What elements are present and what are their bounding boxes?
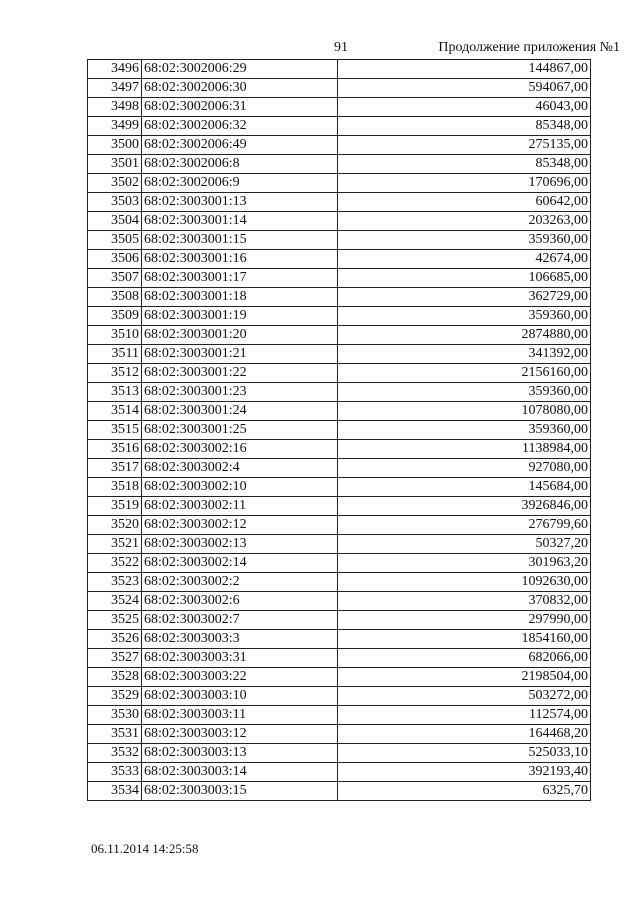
appendix-continuation-label: Продолжение приложения №1: [438, 40, 620, 55]
cadastral-number-cell: 68:02:3003001:13: [142, 193, 338, 212]
table-row: [88, 231, 591, 250]
cadastral-value-cell: 392193,40: [338, 763, 591, 782]
row-number-cell: 3531: [88, 725, 142, 744]
table-row: [88, 155, 591, 174]
cadastral-number-cell: 68:02:3003002:16: [142, 440, 338, 459]
row-number-cell: 3504: [88, 212, 142, 231]
cadastral-value-cell: 112574,00: [338, 706, 591, 725]
table-row: [88, 250, 591, 269]
cadastral-number-cell: 68:02:3003002:10: [142, 478, 338, 497]
cadastral-number-cell: 68:02:3003002:12: [142, 516, 338, 535]
row-number-cell: 3522: [88, 554, 142, 573]
row-number-cell: 3511: [88, 345, 142, 364]
row-number-cell: 3533: [88, 763, 142, 782]
cadastral-number-cell: 68:02:3003001:14: [142, 212, 338, 231]
table-row: [88, 649, 591, 668]
cadastral-number-cell: 68:02:3002006:32: [142, 117, 338, 136]
table-row: [88, 725, 591, 744]
table-row: [88, 288, 591, 307]
cadastral-number-cell: 68:02:3002006:30: [142, 79, 338, 98]
row-number-cell: 3501: [88, 155, 142, 174]
cadastral-value-cell: 46043,00: [338, 98, 591, 117]
table-row: [88, 497, 591, 516]
row-number-cell: 3523: [88, 573, 142, 592]
cadastral-value-cell: 164468,20: [338, 725, 591, 744]
table-body: [88, 60, 591, 801]
cadastral-number-cell: 68:02:3003003:14: [142, 763, 338, 782]
print-timestamp: 06.11.2014 14:25:58: [91, 841, 199, 856]
cadastral-value-cell: 359360,00: [338, 231, 591, 250]
row-number-cell: 3529: [88, 687, 142, 706]
row-number-cell: 3525: [88, 611, 142, 630]
table-row: [88, 79, 591, 98]
cadastral-value-cell: 341392,00: [338, 345, 591, 364]
table-row: [88, 402, 591, 421]
cadastral-number-cell: 68:02:3003003:10: [142, 687, 338, 706]
cadastral-value-cell: 927080,00: [338, 459, 591, 478]
cadastral-value-cell: 359360,00: [338, 383, 591, 402]
cadastral-number-cell: 68:02:3003001:23: [142, 383, 338, 402]
cadastral-number-cell: 68:02:3003001:19: [142, 307, 338, 326]
cadastral-value-cell: 2874880,00: [338, 326, 591, 345]
cadastral-value-cell: 503272,00: [338, 687, 591, 706]
cadastral-number-cell: 68:02:3002006:9: [142, 174, 338, 193]
row-number-cell: 3527: [88, 649, 142, 668]
table-row: [88, 516, 591, 535]
row-number-cell: 3521: [88, 535, 142, 554]
table-row: [88, 687, 591, 706]
row-number-cell: 3515: [88, 421, 142, 440]
table-row: [88, 421, 591, 440]
table-row: [88, 782, 591, 801]
cadastral-number-cell: 68:02:3003002:2: [142, 573, 338, 592]
cadastral-number-cell: 68:02:3003001:22: [142, 364, 338, 383]
table-row: [88, 573, 591, 592]
table-row: [88, 592, 591, 611]
row-number-cell: 3503: [88, 193, 142, 212]
row-number-cell: 3508: [88, 288, 142, 307]
cadastral-value-cell: 1138984,00: [338, 440, 591, 459]
table-row: [88, 478, 591, 497]
table-row: [88, 668, 591, 687]
cadastral-value-cell: 3926846,00: [338, 497, 591, 516]
cadastral-value-cell: 594067,00: [338, 79, 591, 98]
table-row: [88, 307, 591, 326]
row-number-cell: 3528: [88, 668, 142, 687]
table-row: [88, 554, 591, 573]
cadastral-number-cell: 68:02:3003001:16: [142, 250, 338, 269]
cadastral-number-cell: 68:02:3003001:20: [142, 326, 338, 345]
cadastral-value-cell: 1854160,00: [338, 630, 591, 649]
cadastral-value-cell: 144867,00: [338, 60, 591, 79]
cadastral-value-cell: 370832,00: [338, 592, 591, 611]
cadastral-value-cell: 203263,00: [338, 212, 591, 231]
cadastral-number-cell: 68:02:3003002:11: [142, 497, 338, 516]
cadastral-number-cell: 68:02:3003002:14: [142, 554, 338, 573]
table-row: [88, 706, 591, 725]
table-row: [88, 174, 591, 193]
cadastral-number-cell: 68:02:3003001:18: [142, 288, 338, 307]
cadastral-value-cell: 362729,00: [338, 288, 591, 307]
table-row: [88, 611, 591, 630]
cadastral-value-cell: 85348,00: [338, 117, 591, 136]
cadastral-value-cell: 42674,00: [338, 250, 591, 269]
row-number-cell: 3499: [88, 117, 142, 136]
table-row: [88, 193, 591, 212]
cadastral-number-cell: 68:02:3003002:4: [142, 459, 338, 478]
row-number-cell: 3520: [88, 516, 142, 535]
cadastral-number-cell: 68:02:3003001:15: [142, 231, 338, 250]
cadastral-number-cell: 68:02:3002006:49: [142, 136, 338, 155]
cadastral-value-cell: 1092630,00: [338, 573, 591, 592]
row-number-cell: 3526: [88, 630, 142, 649]
cadastral-number-cell: 68:02:3003001:21: [142, 345, 338, 364]
row-number-cell: 3524: [88, 592, 142, 611]
cadastral-value-cell: 682066,00: [338, 649, 591, 668]
cadastral-value-cell: 359360,00: [338, 307, 591, 326]
cadastral-value-cell: 297990,00: [338, 611, 591, 630]
cadastral-value-cell: 2156160,00: [338, 364, 591, 383]
row-number-cell: 3514: [88, 402, 142, 421]
cadastral-number-cell: 68:02:3003003:13: [142, 744, 338, 763]
cadastral-value-cell: 525033,10: [338, 744, 591, 763]
table-row: [88, 630, 591, 649]
table-row: [88, 136, 591, 155]
cadastral-value-cell: 106685,00: [338, 269, 591, 288]
page-number: 91: [334, 40, 348, 55]
row-number-cell: 3497: [88, 79, 142, 98]
row-number-cell: 3510: [88, 326, 142, 345]
table-row: [88, 763, 591, 782]
row-number-cell: 3517: [88, 459, 142, 478]
cadastral-number-cell: 68:02:3003002:7: [142, 611, 338, 630]
cadastral-value-cell: 145684,00: [338, 478, 591, 497]
row-number-cell: 3500: [88, 136, 142, 155]
row-number-cell: 3534: [88, 782, 142, 801]
row-number-cell: 3496: [88, 60, 142, 79]
row-number-cell: 3516: [88, 440, 142, 459]
cadastral-number-cell: 68:02:3003003:12: [142, 725, 338, 744]
table-row: [88, 364, 591, 383]
table-row: [88, 744, 591, 763]
row-number-cell: 3518: [88, 478, 142, 497]
cadastral-value-cell: 6325,70: [338, 782, 591, 801]
row-number-cell: 3512: [88, 364, 142, 383]
cadastral-value-cell: 359360,00: [338, 421, 591, 440]
cadastral-value-cell: 2198504,00: [338, 668, 591, 687]
cadastral-value-cell: 1078080,00: [338, 402, 591, 421]
row-number-cell: 3505: [88, 231, 142, 250]
table-row: [88, 326, 591, 345]
table-row: [88, 440, 591, 459]
cadastral-number-cell: 68:02:3003003:3: [142, 630, 338, 649]
table-row: [88, 459, 591, 478]
cadastral-number-cell: 68:02:3003003:11: [142, 706, 338, 725]
row-number-cell: 3519: [88, 497, 142, 516]
cadastral-number-cell: 68:02:3003002:13: [142, 535, 338, 554]
row-number-cell: 3509: [88, 307, 142, 326]
cadastral-value-cell: 276799,60: [338, 516, 591, 535]
cadastral-number-cell: 68:02:3002006:8: [142, 155, 338, 174]
cadastral-number-cell: 68:02:3003001:24: [142, 402, 338, 421]
cadastral-number-cell: 68:02:3003003:15: [142, 782, 338, 801]
cadastral-number-cell: 68:02:3003001:17: [142, 269, 338, 288]
cadastral-value-cell: 60642,00: [338, 193, 591, 212]
cadastral-value-cell: 301963,20: [338, 554, 591, 573]
cadastral-number-cell: 68:02:3003001:25: [142, 421, 338, 440]
row-number-cell: 3513: [88, 383, 142, 402]
table-row: [88, 212, 591, 231]
cadastral-value-cell: 50327,20: [338, 535, 591, 554]
row-number-cell: 3502: [88, 174, 142, 193]
table-row: [88, 269, 591, 288]
cadastral-value-cell: 275135,00: [338, 136, 591, 155]
cadastral-value-table: [87, 59, 591, 801]
row-number-cell: 3532: [88, 744, 142, 763]
table-row: [88, 98, 591, 117]
cadastral-number-cell: 68:02:3003003:31: [142, 649, 338, 668]
cadastral-number-cell: 68:02:3002006:31: [142, 98, 338, 117]
cadastral-number-cell: 68:02:3003003:22: [142, 668, 338, 687]
row-number-cell: 3530: [88, 706, 142, 725]
cadastral-number-cell: 68:02:3003002:6: [142, 592, 338, 611]
cadastral-number-cell: 68:02:3002006:29: [142, 60, 338, 79]
table-row: [88, 383, 591, 402]
row-number-cell: 3506: [88, 250, 142, 269]
table-row: [88, 117, 591, 136]
cadastral-value-cell: 170696,00: [338, 174, 591, 193]
table-row: [88, 60, 591, 79]
cadastral-value-cell: 85348,00: [338, 155, 591, 174]
table-row: [88, 535, 591, 554]
table-row: [88, 345, 591, 364]
row-number-cell: 3498: [88, 98, 142, 117]
row-number-cell: 3507: [88, 269, 142, 288]
